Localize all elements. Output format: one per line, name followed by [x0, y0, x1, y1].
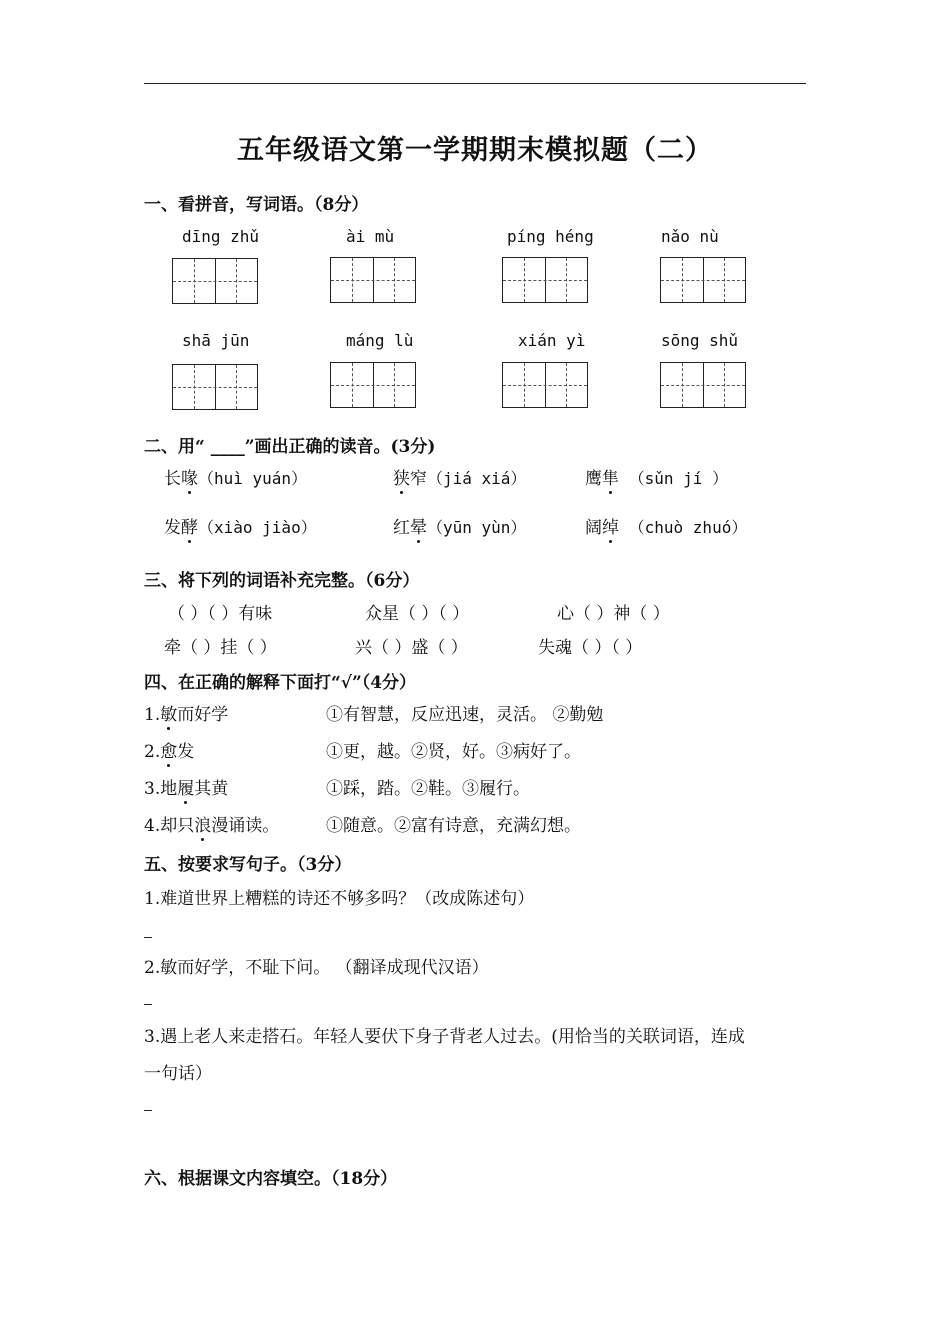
pinyin-label: shā jūn	[182, 331, 250, 350]
idiom-blank: 牵（ ）挂（ ）	[164, 638, 277, 658]
pinyin-label: píng héng	[507, 227, 594, 246]
reading-item: 红晕（yūn yùn）	[393, 513, 526, 538]
reading-item: 狭窄（jiá xiá）	[393, 464, 526, 489]
pinyin-label: xián yì	[518, 331, 586, 350]
word-item: 2.愈发	[144, 737, 194, 762]
word-item: 4.却只浪漫诵读。	[144, 811, 279, 836]
question-3-continued: 一句话）	[144, 1064, 212, 1084]
writing-grid[interactable]	[172, 258, 258, 304]
writing-grid[interactable]	[330, 362, 416, 408]
pinyin-label: nǎo nù	[661, 227, 719, 246]
answer-line[interactable]	[144, 937, 152, 938]
word-item: 3.地履其黄	[144, 774, 228, 799]
writing-grid[interactable]	[330, 257, 416, 303]
pinyin-label: dīng zhǔ	[182, 227, 260, 246]
question-3: 3.遇上老人来走搭石。年轻人要伏下身子背老人过去。(用恰当的关联词语，连成	[144, 1027, 745, 1047]
section-5-heading: 五、按要求写句子。（3分）	[144, 855, 352, 875]
writing-grid[interactable]	[502, 362, 588, 408]
writing-grid[interactable]	[172, 364, 258, 410]
pinyin-label: máng lù	[346, 331, 414, 350]
section-2-heading: 二、用“ ____”画出正确的读音。(3分)	[144, 437, 436, 457]
page-title: 五年级语文第一学期期末模拟题（二）	[237, 135, 713, 166]
section-3-heading: 三、将下列的词语补充完整。（6分）	[144, 571, 420, 591]
reading-item: 阔绰 （chuò zhuó）	[585, 513, 747, 538]
idiom-blank: 兴（ ）盛（ ）	[355, 638, 468, 658]
answer-line[interactable]	[144, 1110, 152, 1111]
idiom-blank: 众星（ ）（ ）	[365, 604, 470, 624]
pinyin-label: ài mù	[346, 227, 395, 246]
explanation-options: ①更，越。②贤，好。③病好了。	[326, 742, 581, 762]
word-item: 1.敏而好学	[144, 700, 228, 725]
section-4-heading: 四、在正确的解释下面打“√”（4分）	[144, 673, 417, 693]
writing-grid[interactable]	[660, 257, 746, 303]
section-6-heading: 六、根据课文内容填空。（18分）	[144, 1169, 398, 1189]
writing-grid[interactable]	[502, 257, 588, 303]
writing-grid[interactable]	[660, 362, 746, 408]
idiom-blank: （ ）（ ）有味	[168, 604, 273, 624]
pinyin-label: sōng shǔ	[661, 331, 739, 350]
reading-item: 发酵（xiào jiào）	[164, 513, 317, 538]
explanation-options: ①踩，踏。②鞋。③履行。	[326, 779, 530, 799]
reading-item: 长喙（huì yuán）	[164, 464, 307, 489]
idiom-blank: 失魂（ ）（ ）	[538, 638, 643, 658]
idiom-blank: 心（ ）神（ ）	[557, 604, 670, 624]
explanation-options: ①随意。②富有诗意，充满幻想。	[326, 816, 581, 836]
question-1: 1.难道世界上糟糕的诗还不够多吗？（改成陈述句）	[144, 889, 535, 909]
section-1-heading: 一、看拼音，写词语。（8分）	[144, 195, 369, 215]
question-2: 2.敏而好学，不耻下问。 （翻译成现代汉语）	[144, 958, 489, 978]
answer-line[interactable]	[144, 1004, 152, 1005]
top-rule	[144, 83, 806, 84]
explanation-options: ①有智慧，反应迅速，灵活。 ②勤勉	[326, 705, 604, 725]
reading-item: 鹰隼 （sǔn jí ）	[585, 464, 728, 489]
